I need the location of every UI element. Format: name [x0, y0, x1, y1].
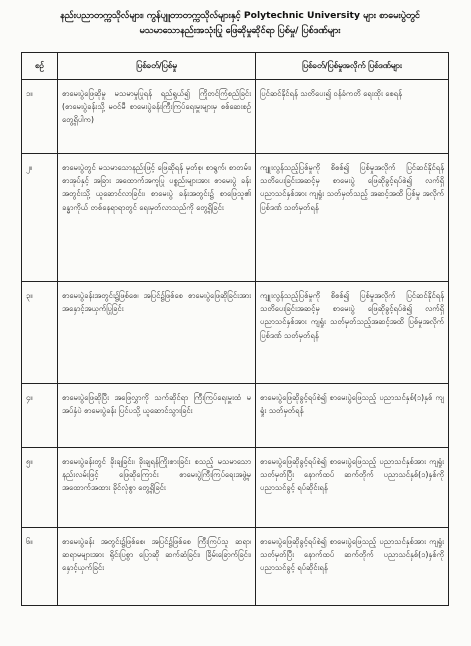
table-row: [22, 80, 449, 154]
offense-cell: စာမေးပွဲခန်း အတွင်း၌ဖြစ်စေ၊ အပြင်၌ဖြစ်စေ ကြီးကြပ်သူ ဆရာ၊ဆရာမများအား ရိုင်းပြစွာ ပြောဆို ဆက်ဆံခြင်း၊ ခြိမ်းခြောက်ခြင်း၊ နှောင့်ယှက်ခြင်း: [58, 528, 256, 606]
row-number: ၃။: [22, 282, 58, 384]
penalty-cell: စာမေးပွဲဖြေဆိုခွင့်ရပ်စဲ၍ စာမေးပွဲဖြေသည့် ပညာသင်နှစ်အား ကျရှုံး သတ်မှတ်ပြီး နောက်ထပ် ဆက်တိုက် ပညာသင်နှစ်(၁)နှစ်ကို ပညာသင်ခွင့် ရပ်ဆိုင်းရန်: [256, 528, 449, 606]
offense-cell: စာမေးပွဲခန်းအတွင်း၌ဖြစ်စေ၊ အပြင်၌ဖြစ်စေ စာမေးပွဲဖြေဆိုခြင်းအား အနှောင့်အယှက်ပြုခြင်း: [58, 282, 256, 384]
table-row: [22, 282, 449, 384]
row-number: ၂။: [22, 154, 58, 282]
table-row: [22, 448, 449, 528]
table-row: [22, 154, 449, 282]
header-offense: ပြစ်ခတ်/ပြစ်မှု: [58, 53, 256, 80]
header-no: စဉ်: [22, 53, 58, 80]
table-header-row: [22, 53, 449, 80]
penalty-cell: စာမေးပွဲဖြေဆိုခွင့်ရပ်စဲ၍ စာမေးပွဲဖြေသည့် ပညာသင်နှစ်အား ကျရှုံးသတ်မှတ်ပြီး နောက်ထပ် ဆက်တိုက် ပညာသင်နှစ်(၁)နှစ်ကို ပညာသင်ခွင့် ရပ်ဆိုင်းရန်: [256, 448, 449, 528]
row-number: ၄။: [22, 384, 58, 448]
offense-cell: စာမေးပွဲတွင် မသမာသောနည်းဖြင့် ဖြေဆိုရန် မှတ်စု၊ စာရွက်၊ စာတမ်း၊ စာအုပ်နှင့် အခြား အထောက်အကူပြု ပစ္စည်းများအား စာမေးပွဲ ခန်းအတွင်းသို့ ယူဆောင်လာခြင်း၊ စာမေးပွဲ ခန်းအတွင်း၌ စာဖြေသူ၏ ခန္ဓာကိုယ် တစ်နေရာရာတွင် ရေးမှတ်လာသည်ကို တွေ့ရှိခြင်း: [58, 154, 256, 282]
row-number: ၅။: [22, 448, 58, 528]
penalty-cell: စာမေးပွဲဖြေဆိုခွင့်ရပ်စဲ၍ စာမေးပွဲဖြေသည့် ပညာသင်နှစ်(၁)နှစ် ကျရှုံး သတ်မှတ်ရန်: [256, 384, 449, 448]
penalty-table: [21, 52, 449, 606]
penalty-cell: ကျူးလွန်သည့်ပြစ်မှုကို စိစစ်၍ ပြစ်မှုအလိုက် ပြင်ဆင်နိုင်ရန် သတိပေးခြင်းအဆင့်မှ စာမေးပွဲ ဖြေဆိုခွင့်ရပ်စဲ၍ လက်ရှိပညာသင်နှစ်အား ကျရှုံး သတ်မှတ်သည့်အဆင့်အထိ ပြစ်မှုအလိုက် ပြစ်ဒဏ် သတ်မှတ်ရန်: [256, 282, 449, 384]
table-row: [22, 528, 449, 606]
table-row: [22, 384, 449, 448]
row-number: ၆။: [22, 528, 58, 606]
penalty-cell: ပြင်ဆင်နိုင်ရန် သတိပေး၍ ဝန်ခံကတိ ရေးထိုး စေရန်: [256, 80, 449, 154]
offense-cell: စာမေးပွဲခန်းတွင် ခိုးချခြင်း၊ ခိုးချရန်ကြိုးစားခြင်း စသည့် မသမာသောနည်းလမ်းဖြင့် ဖြေဆိုကြောင်း စာမေးပွဲကြီးကြပ်ရေးအဖွဲ့မှ အထောက်အထား ခိုင်လုံစွာ တွေ့ရှိခြင်း: [58, 448, 256, 528]
header-penalty: ပြစ်ခတ်/ပြစ်မှုအလိုက် ပြစ်ဒဏ်များ: [256, 53, 449, 80]
document-title: နည်းပညာတက္ကသိုလ်များ၊ ကွန်ပျူတာတက္ကသိုလ်များနှင့် Polytechnic University များ စာမေးပွဲတွင် မသမာသောနည်းအသုံးပြု ဖြေဆိုမှုဆိုင်ရာ ပြစ်မှု/ ပြစ်ဒဏ်များ: [60, 10, 420, 36]
penalty-cell: ကျူးလွန်သည့်ပြစ်မှုကို စိစစ်၍ ပြစ်မှုအလိုက် ပြင်ဆင်နိုင်ရန်သတိပေးခြင်းအဆင့်မှ စာမေးပွဲ ဖြေဆိုခွင့်ရပ်စဲ၍ လက်ရှိပညာသင်နှစ်အား ကျရှုံး သတ်မှတ်သည့် အဆင့်အထိ ပြစ်မှု အလိုက် ပြစ်ဒဏ် သတ်မှတ်ရန်: [256, 154, 449, 282]
offense-cell: စာမေးပွဲဖြေဆိုပြီး အဖြေလွှာကို သက်ဆိုင်ရာ ကြီးကြပ်ရေးမှူးထံ မအပ်နှံပဲ စာမေးပွဲခန်း ပြင်ပသို့ ယူဆောင်သွားခြင်း: [58, 384, 256, 448]
offense-cell: စာမေးပွဲဖြေဆိုမှု မသမာမှုပြုရန် ရည်ရွယ်၍ ကြိုတင်ကြံစည်ခြင်း (စာမေးပွဲခန်းသို့ မဝင်မီ စာမေးပွဲခန်းကြီးကြပ်ရေးမှူးများမှ စစ်ဆေးစဉ် တွေ့ရှိပါက): [58, 80, 256, 154]
row-number: ၁။: [22, 80, 58, 154]
